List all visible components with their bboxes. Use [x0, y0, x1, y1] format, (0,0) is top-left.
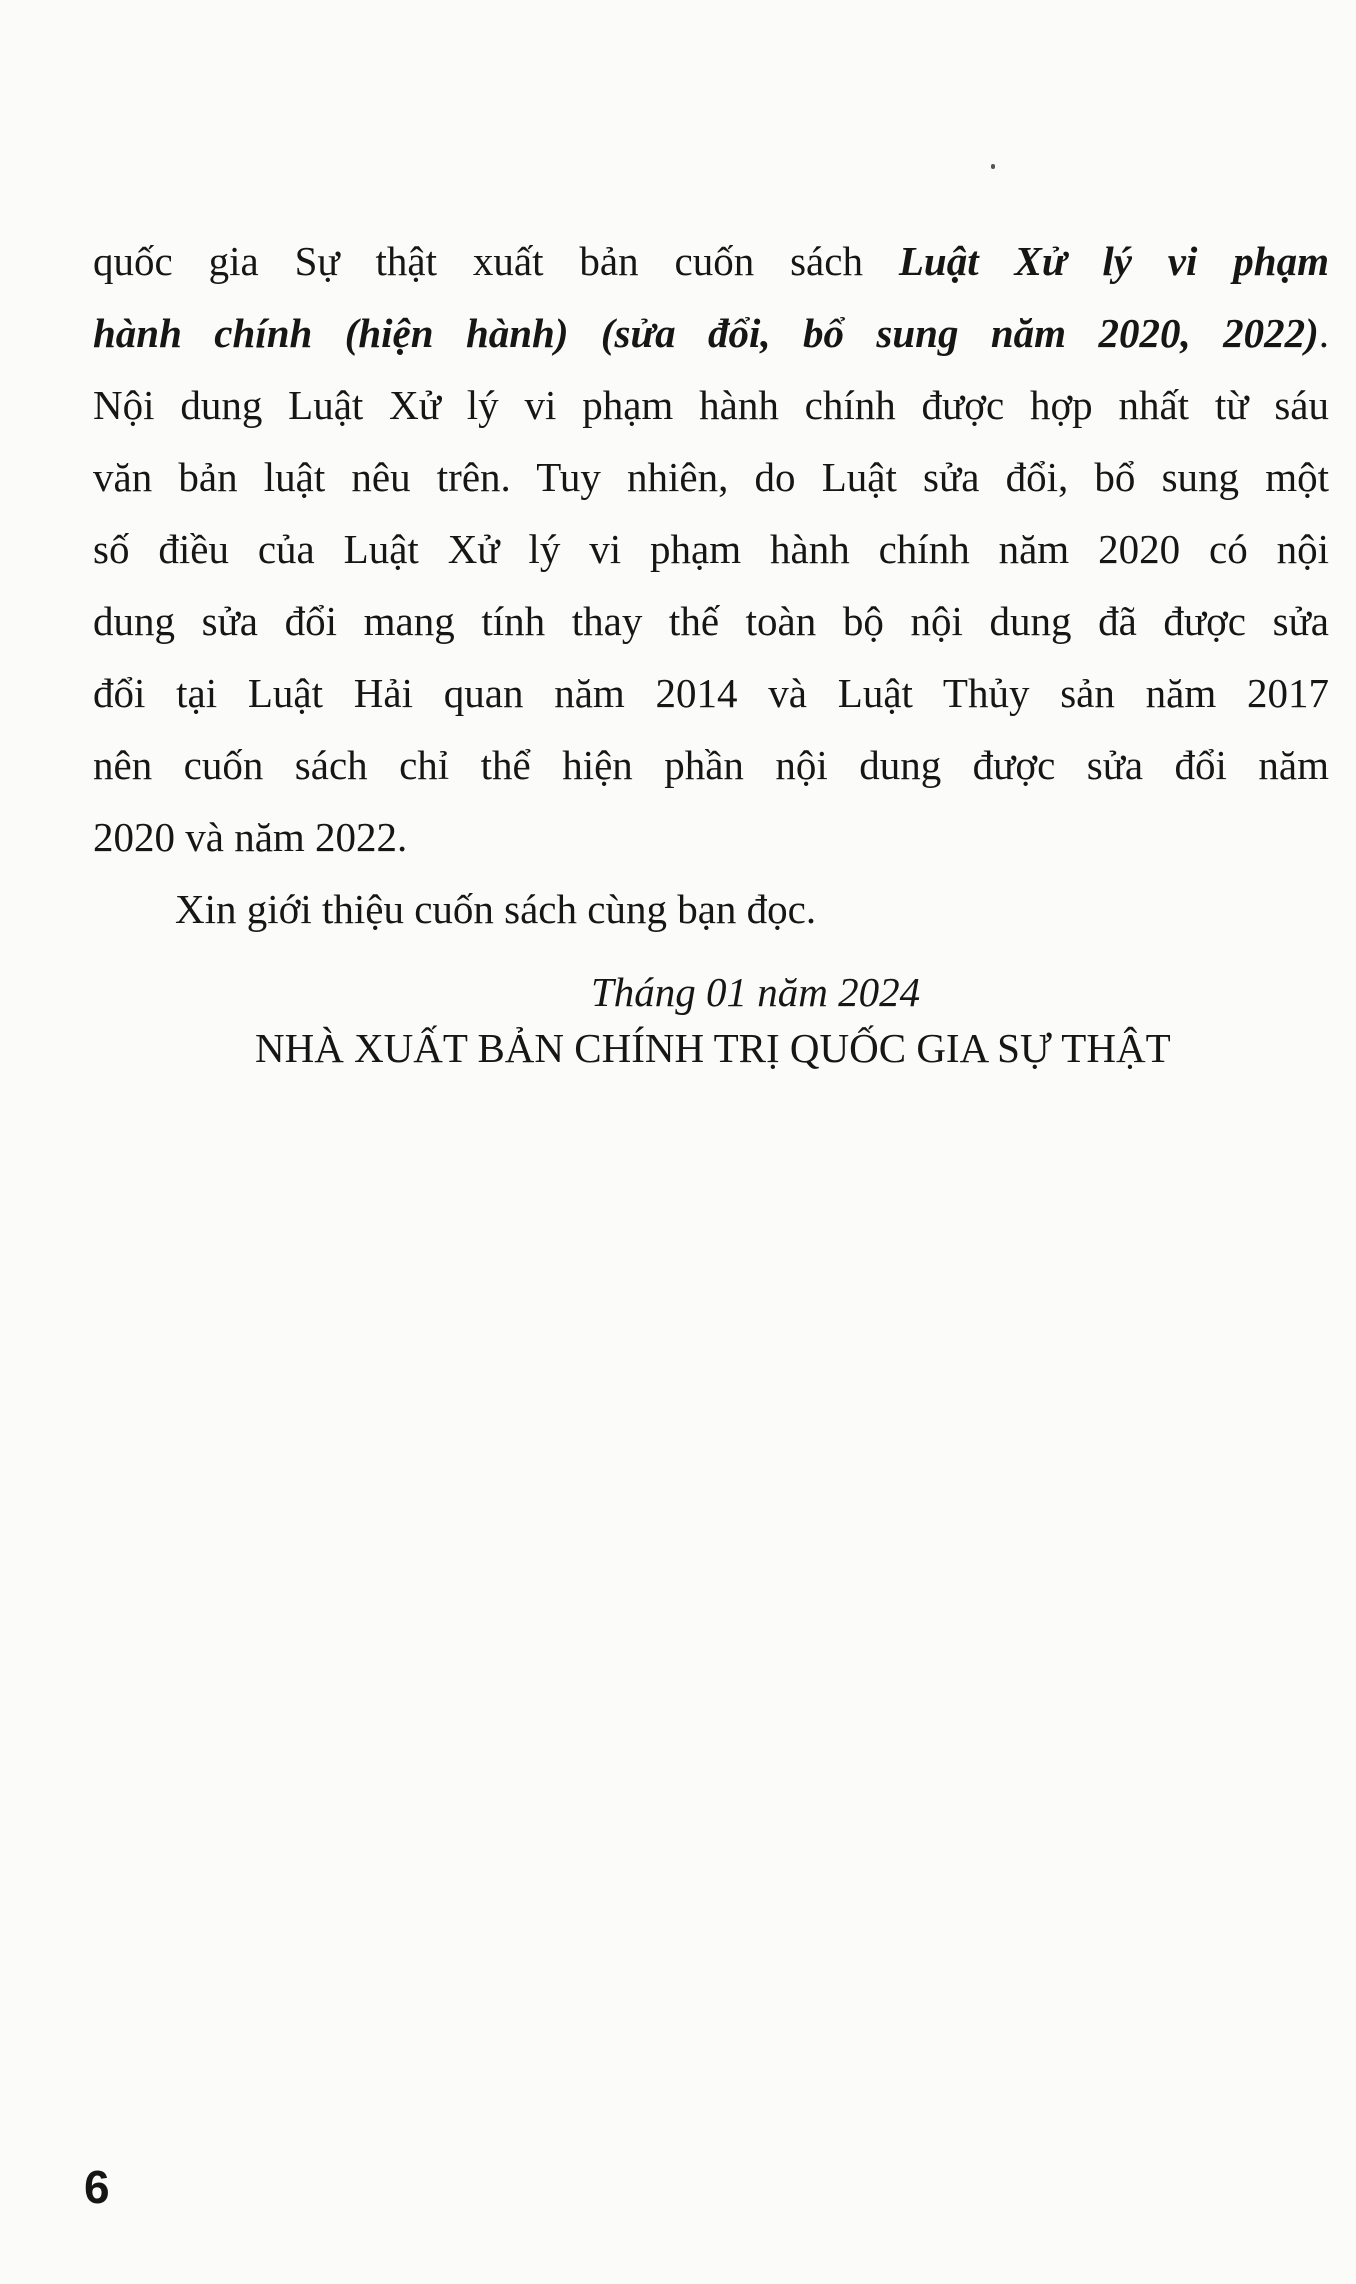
body-line-6: dung sửa đổi mang tính thay thế toàn bộ nội dung đã được sửa: [93, 598, 1329, 644]
body-line-2-end: .: [1318, 310, 1329, 356]
ink-speck: [991, 164, 995, 169]
page-number: 6: [84, 2161, 110, 2213]
closing-paragraph: Xin giới thiệu cuốn sách cùng bạn đọc.: [175, 886, 817, 932]
body-line-3: Nội dung Luật Xử lý vi phạm hành chính được hợp nhất từ sáu: [93, 382, 1329, 428]
book-title-part-1: Luật Xử lý vi phạm: [898, 238, 1329, 284]
signature-date: Tháng 01 năm 2024: [591, 969, 921, 1015]
body-line-7: đổi tại Luật Hải quan năm 2014 và Luật Thủy sản năm 2017: [93, 670, 1329, 716]
body-line-8: nên cuốn sách chỉ thể hiện phần nội dung được sửa đổi năm: [93, 742, 1329, 788]
body-line-9: 2020 và năm 2022.: [93, 814, 408, 860]
body-line-2: [93, 297, 1329, 369]
body-text: [93, 225, 1329, 945]
body-line-4: văn bản luật nêu trên. Tuy nhiên, do Luật sửa đổi, bổ sung một: [93, 454, 1329, 500]
signature-publisher: NHÀ XUẤT BẢN CHÍNH TRỊ QUỐC GIA SỰ THẬT: [255, 1025, 1171, 1071]
book-title-part-2: hành chính (hiện hành) (sửa đổi, bổ sung năm 2020, 2022): [93, 310, 1319, 356]
body-line-1: [93, 225, 1329, 297]
body-line-1-text: quốc gia Sự thật xuất bản cuốn sách: [93, 238, 899, 284]
body-line-5: số điều của Luật Xử lý vi phạm hành chính năm 2020 có nội: [93, 526, 1329, 572]
